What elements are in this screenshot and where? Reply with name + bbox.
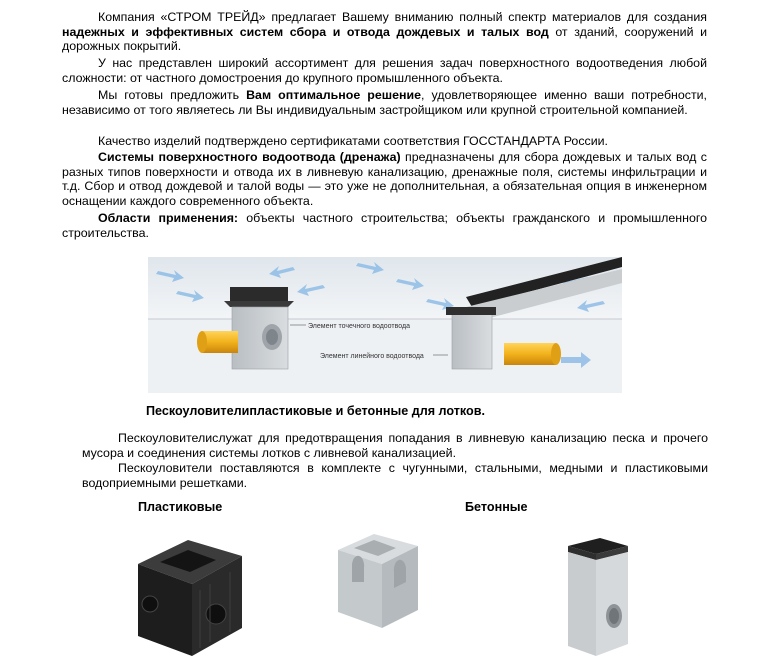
systems-highlight: Системы поверхностного водоотвода (дренажа) <box>98 150 401 164</box>
point-drain <box>224 287 294 369</box>
application-paragraph <box>62 211 707 240</box>
solution-text: Мы готовы предложить <box>98 88 247 102</box>
application-highlight: Области применения: <box>98 211 239 225</box>
solution-paragraph <box>62 88 707 117</box>
systems-paragraph <box>62 150 707 208</box>
sand-traps-text-1: Пескоуловителислужат для предотвращения попадания в ливневую канализацию песка и прочего мусора и соединения системы лотков с ливневой канализацией. <box>82 431 708 460</box>
solution-text-end: , удовлетворяющее именно ваши потребности, независимо от того являетесь ли Вы индивидуальным застройщиком или крупной строительной компанией. <box>62 88 708 117</box>
intro-paragraph <box>62 10 707 54</box>
intro-text: Компания «СТРОМ ТРЕЙД» предлагает Вашему вниманию полный спектр материалов для создания <box>98 10 707 24</box>
sand-traps-text-2: Пескоуловители поставляются в комплекте с чугунными, стальными, медными и пластиковыми водоприемными решетками. <box>82 461 708 490</box>
application-text: объекты частного строительства; объекты гражданского и промышленного строительства. <box>62 211 707 240</box>
label-point-drain: Элемент точечного водоотвода <box>308 323 410 330</box>
drainage-illustration <box>148 257 622 393</box>
quality-text: Качество изделий подтверждено сертификатами соответствия ГОССТАНДАРТА России. <box>98 134 608 148</box>
category-concrete: Бетонные <box>465 500 528 514</box>
intro-highlight: надежных и эффективных систем сбора и отвода дождевых и талых вод <box>62 24 549 39</box>
sand-traps-paragraph-1 <box>82 431 708 460</box>
outlet-pipe-right <box>504 343 561 365</box>
concrete-sand-trap-grate-image <box>560 532 632 660</box>
category-plastic: Пластиковые <box>138 500 223 514</box>
quality-paragraph <box>62 134 707 149</box>
label-linear-drain: Элемент линейного водоотвода <box>320 353 424 360</box>
concrete-sand-trap-open-image <box>332 528 422 632</box>
sand-traps-heading: Пескоуловителипластиковые и бетонные для лотков. <box>146 404 485 418</box>
systems-text: предназначены для сбора дождевых и талых вод с разных типов поверхности и отвода их в ливневую канализацию, дренажные поля, системы инфильтрации и т.д. Сбор и отвод дождевой и талой воды — это уже не дополнительная, а обязательная опция в инженерном оснащении каждого современного объекта. <box>62 150 707 208</box>
sand-traps-paragraph-2 <box>82 461 708 490</box>
outlet-pipe-left <box>197 331 238 353</box>
plastic-sand-trap-image <box>130 520 246 660</box>
assortment-text: У нас представлен широкий ассортимент для решения задач поверхностного водоотведения любой сложности: от частного домостроения до крупного промышленного объекта. <box>62 56 707 85</box>
solution-highlight: Вам оптимальное решение <box>246 88 421 102</box>
intro-text-end: от зданий, сооружений и дорожных покрытий. <box>62 24 707 54</box>
assortment-paragraph <box>62 56 707 85</box>
